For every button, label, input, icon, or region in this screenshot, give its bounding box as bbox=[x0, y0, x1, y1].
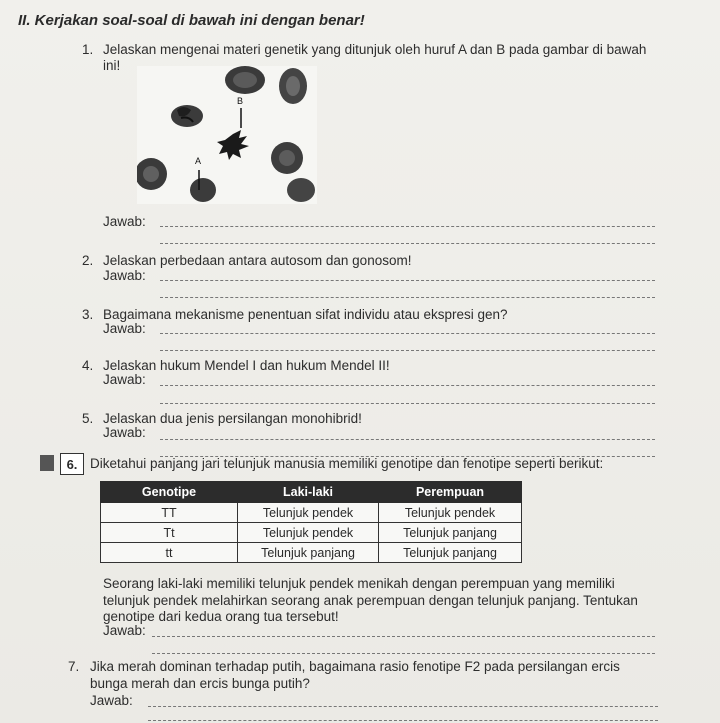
answer-line-6a[interactable] bbox=[152, 636, 655, 637]
answer-line-2b[interactable] bbox=[160, 297, 655, 298]
question-6-number: 6. bbox=[60, 453, 84, 475]
table-cell: Telunjuk panjang bbox=[379, 543, 522, 563]
table-header-row bbox=[101, 482, 522, 503]
chromosome-cluster bbox=[217, 130, 249, 160]
answer-line-4a[interactable] bbox=[160, 385, 655, 386]
question-3-text: Bagaimana mekanisme penentuan sifat individu atau ekspresi gen? bbox=[103, 307, 508, 322]
question-2-number: 2. bbox=[82, 253, 94, 268]
question-6-text: Diketahui panjang jari telunjuk manusia memiliki genotipe dan fenotipe seperti berikut: bbox=[90, 456, 604, 471]
answer-label-7: Jawab: bbox=[90, 693, 133, 708]
answer-label-2: Jawab: bbox=[103, 268, 146, 283]
table-cell: Tt bbox=[101, 523, 238, 543]
question-7-text-2: bunga merah dan ercis bunga putih? bbox=[90, 676, 310, 691]
answer-label-1: Jawab: bbox=[103, 214, 146, 229]
question-2-text: Jelaskan perbedaan antara autosom dan gonosom! bbox=[103, 253, 412, 268]
answer-line-1a[interactable] bbox=[160, 226, 655, 227]
question-1-text-2: ini! bbox=[103, 58, 121, 73]
table-row bbox=[101, 543, 522, 563]
question-4-text: Jelaskan hukum Mendel I dan hukum Mendel II! bbox=[103, 358, 390, 373]
table-cell: Telunjuk panjang bbox=[238, 543, 379, 563]
answer-line-3b[interactable] bbox=[160, 350, 655, 351]
section-title: II. Kerjakan soal-soal di bawah ini dengan benar! bbox=[18, 12, 365, 29]
table-cell: Telunjuk pendek bbox=[238, 503, 379, 523]
answer-label-5: Jawab: bbox=[103, 425, 146, 440]
answer-line-4b[interactable] bbox=[160, 403, 655, 404]
question-4-number: 4. bbox=[82, 358, 94, 373]
label-a: A bbox=[195, 156, 202, 166]
answer-line-7a[interactable] bbox=[148, 706, 658, 707]
table-row bbox=[101, 503, 522, 523]
genotype-table bbox=[100, 481, 522, 563]
answer-line-3a[interactable] bbox=[160, 333, 655, 334]
hots-icon bbox=[40, 455, 54, 471]
answer-line-7b[interactable] bbox=[148, 720, 658, 721]
answer-line-5a[interactable] bbox=[160, 439, 655, 440]
question-3-number: 3. bbox=[82, 307, 94, 322]
answer-line-1b[interactable] bbox=[160, 243, 655, 244]
answer-label-6: Jawab: bbox=[103, 623, 146, 638]
answer-line-2a[interactable] bbox=[160, 280, 655, 281]
question-1-number: 1. bbox=[82, 42, 94, 57]
table-cell: Telunjuk panjang bbox=[379, 523, 522, 543]
question-7-text: Jika merah dominan terhadap putih, bagaimana rasio fenotipe F2 pada persilangan ercis bbox=[90, 659, 620, 674]
chromosome-micrograph bbox=[137, 66, 317, 204]
question-5-number: 5. bbox=[82, 411, 94, 426]
table-cell: Telunjuk pendek bbox=[379, 503, 522, 523]
table-header-perempuan: Perempuan bbox=[379, 482, 522, 503]
table-header-laki-laki: Laki-laki bbox=[238, 482, 379, 503]
answer-label-4: Jawab: bbox=[103, 372, 146, 387]
question-6-para-1: Seorang laki-laki memiliki telunjuk pendek menikah dengan perempuan yang memiliki bbox=[103, 576, 615, 591]
table-cell: tt bbox=[101, 543, 238, 563]
question-1-text: Jelaskan mengenai materi genetik yang ditunjuk oleh huruf A dan B pada gambar di bawah bbox=[103, 42, 647, 57]
answer-line-6b[interactable] bbox=[152, 653, 655, 654]
question-5-text: Jelaskan dua jenis persilangan monohibrid! bbox=[103, 411, 362, 426]
table-row bbox=[101, 523, 522, 543]
label-b: B bbox=[237, 96, 244, 106]
answer-label-3: Jawab: bbox=[103, 321, 146, 336]
table-cell: Telunjuk pendek bbox=[238, 523, 379, 543]
table-cell: TT bbox=[101, 503, 238, 523]
question-6-para-2: telunjuk pendek melahirkan seorang anak perempuan dengan telunjuk panjang. Tentukan bbox=[103, 593, 638, 608]
question-7-number: 7. bbox=[68, 659, 80, 674]
table-header-genotipe: Genotipe bbox=[101, 482, 238, 503]
chromosome-figure bbox=[137, 66, 317, 204]
question-6-para-3: genotipe dari kedua orang tua tersebut! bbox=[103, 609, 339, 624]
